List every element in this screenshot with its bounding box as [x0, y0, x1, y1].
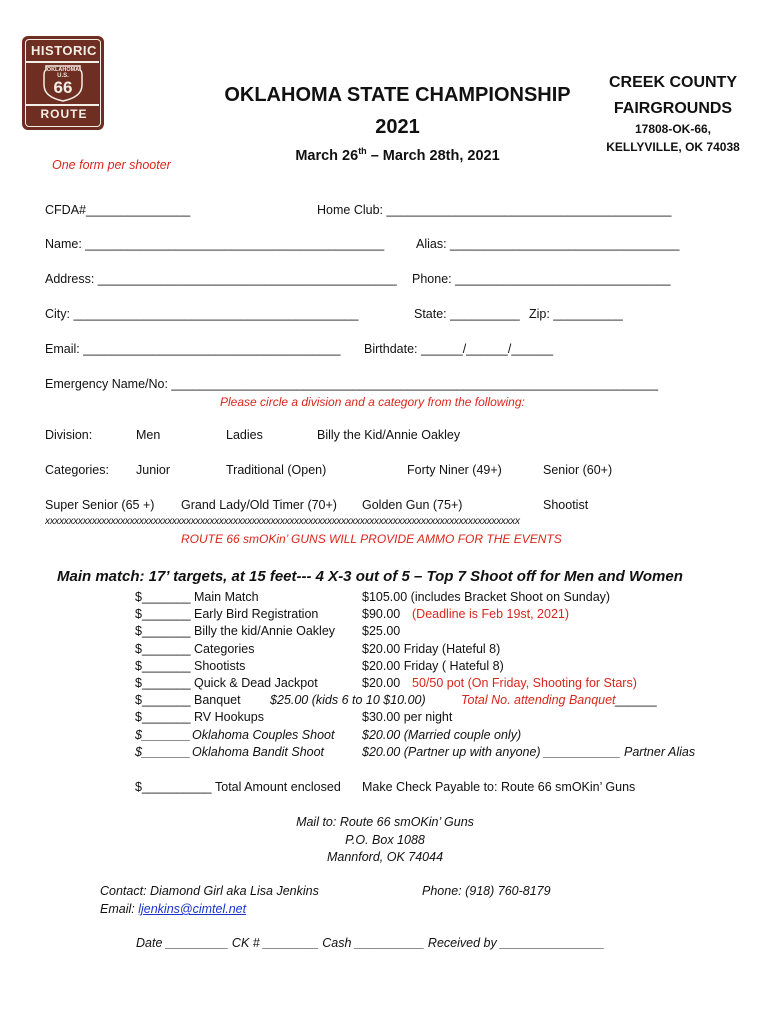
- event-dates: March 26th – March 28th, 2021: [295, 146, 500, 164]
- logo-us: U.S.: [57, 73, 69, 79]
- zip-field[interactable]: Zip: __________: [529, 307, 623, 321]
- contact-email-row: Email: ljenkins@cimtel.net: [100, 902, 247, 916]
- fee-blank[interactable]: $_______: [135, 745, 191, 759]
- venue-address-1: 17808-OK-66,: [634, 122, 712, 136]
- fee-price: $105.00 (includes Bracket Shoot on Sunday): [362, 590, 611, 604]
- fee-label: Shootists: [194, 659, 246, 673]
- category-senior[interactable]: Senior (60+): [543, 463, 613, 477]
- fee-blank[interactable]: $_______: [135, 676, 191, 690]
- fee-label: Quick & Dead Jackpot: [194, 676, 318, 690]
- fee-blank[interactable]: $_______: [135, 590, 191, 604]
- venue-name-2: FAIRGROUNDS: [613, 100, 733, 117]
- mail-line-1: Mail to: Route 66 smOKin’ Guns: [296, 815, 474, 829]
- categories-label: Categories:: [45, 463, 109, 477]
- category-shootist[interactable]: Shootist: [543, 498, 589, 512]
- category-grand-lady[interactable]: Grand Lady/Old Timer (70+): [181, 498, 337, 512]
- logo-top-text: HISTORIC: [31, 43, 97, 58]
- total-amount-field[interactable]: $__________: [135, 780, 212, 794]
- banquet-note: Total No. attending Banquet: [461, 693, 616, 707]
- fee-blank[interactable]: $_______: [135, 728, 191, 742]
- fee-label: Billy the kid/Annie Oakley: [194, 624, 336, 638]
- payable-note: Make Check Payable to: Route 66 smOKin’ Guns: [362, 780, 636, 794]
- home-club-field[interactable]: Home Club: _________________________________________: [317, 203, 672, 217]
- logo-bottom-text: ROUTE: [40, 107, 88, 121]
- route-shield-icon: [42, 63, 84, 103]
- category-super-senior[interactable]: Super Senior (65 +): [45, 498, 155, 512]
- ammo-note: ROUTE 66 smOKin’ GUNS WILL PROVIDE AMMO FOR THE EVENTS: [181, 532, 562, 546]
- page-year: 2021: [375, 116, 420, 138]
- route-66-logo: [22, 36, 104, 130]
- rv-price: $30.00 per night: [362, 710, 453, 724]
- venue-name-1: CREEK COUNTY: [608, 74, 737, 91]
- rv-label: RV Hookups: [194, 710, 264, 724]
- banquet-price: $25.00 (kids 6 to 10 $10.00): [270, 693, 426, 707]
- name-field[interactable]: Name: ___________________________________________: [45, 237, 385, 251]
- fee-label: Categories: [194, 642, 255, 656]
- bandit-label: Oklahoma Bandit Shoot: [192, 745, 325, 759]
- fee-note: 50/50 pot (On Friday, Shooting for Stars): [412, 676, 637, 690]
- main-match-heading: Main match: 17’ targets, at 15 feet--- 4 X-3 out of 5 – Top 7 Shoot off for Men and Women: [57, 568, 683, 585]
- fee-price: $25.00: [362, 624, 401, 638]
- division-ladies[interactable]: Ladies: [226, 428, 263, 442]
- contact-email-link[interactable]: ljenkins@cimtel.net: [138, 902, 247, 916]
- phone-field[interactable]: Phone: _______________________________: [412, 272, 671, 286]
- venue-address-2: KELLYVILLE, OK 74038: [606, 140, 740, 154]
- logo-number: 66: [53, 78, 73, 97]
- banquet-label: Banquet: [194, 693, 241, 707]
- mail-line-3: Mannford, OK 74044: [326, 850, 444, 864]
- fee-price: $20.00 Friday (Hateful 8): [362, 642, 501, 656]
- category-forty-niner[interactable]: Forty Niner (49+): [407, 463, 502, 477]
- page-title: OKLAHOMA STATE CHAMPIONSHIP: [224, 84, 571, 106]
- fee-price: $90.00: [362, 607, 401, 621]
- division-men[interactable]: Men: [136, 428, 161, 442]
- banquet-count-field[interactable]: ______: [615, 693, 657, 707]
- category-traditional[interactable]: Traditional (Open): [226, 463, 327, 477]
- bandit-price: $20.00 (Partner up with anyone) ___________ Partner Alias: [362, 745, 696, 759]
- birthdate-field[interactable]: Birthdate: ______/______/______: [364, 342, 554, 356]
- contact-phone: Phone: (918) 760-8179: [422, 884, 551, 898]
- cfda-field[interactable]: CFDA#_______________: [45, 203, 191, 217]
- logo-state: OKLAHOMA: [46, 67, 80, 73]
- logo-divider: [26, 104, 99, 106]
- division-label: Division:: [45, 428, 93, 442]
- office-use-line[interactable]: Date _________ CK # ________ Cash __________ Received by _______________: [136, 936, 605, 950]
- total-label: Total Amount enclosed: [215, 780, 341, 794]
- division-billy-annie[interactable]: Billy the Kid/Annie Oakley: [317, 428, 461, 442]
- fee-blank[interactable]: $_______: [135, 607, 191, 621]
- alias-field[interactable]: Alias: _________________________________: [416, 237, 680, 251]
- mail-line-2: P.O. Box 1088: [345, 833, 425, 847]
- fee-blank[interactable]: $_______: [135, 710, 191, 724]
- category-golden-gun[interactable]: Golden Gun (75+): [362, 498, 463, 512]
- fee-blank[interactable]: $_______: [135, 642, 191, 656]
- fee-blank[interactable]: $_______: [135, 693, 191, 707]
- fee-label: Early Bird Registration: [194, 607, 319, 621]
- category-junior[interactable]: Junior: [136, 463, 171, 477]
- one-form-note: One form per shooter: [52, 158, 171, 172]
- fee-blank[interactable]: $_______: [135, 659, 191, 673]
- fee-blank[interactable]: $_______: [135, 624, 191, 638]
- couples-label: Oklahoma Couples Shoot: [192, 728, 335, 742]
- fee-label: Main Match: [194, 590, 259, 604]
- fee-price: $20.00: [362, 676, 401, 690]
- state-field[interactable]: State: __________: [414, 307, 520, 321]
- emergency-field[interactable]: Emergency Name/No: ______________________________________________________________________: [45, 377, 659, 391]
- contact-name: Contact: Diamond Girl aka Lisa Jenkins: [100, 884, 319, 898]
- separator-line: xxxxxxxxxxxxxxxxxxxxxxxxxxxxxxxxxxxxxxxxxxxxxxxxxxxxxxxxxxxxxxxxxxxxxxxxxxxxxxxxxxxxxxxxxxxxxxxxxxxxx: [45, 516, 520, 527]
- address-field[interactable]: Address: ___________________________________________: [45, 272, 397, 286]
- fee-note: (Deadline is Feb 19st, 2021): [412, 607, 570, 621]
- city-field[interactable]: City: _________________________________________: [45, 307, 359, 321]
- couples-price: $20.00 (Married couple only): [362, 728, 522, 742]
- division-instruction: Please circle a division and a category from the following:: [220, 395, 525, 409]
- email-field[interactable]: Email: _____________________________________: [45, 342, 341, 356]
- fee-price: $20.00 Friday ( Hateful 8): [362, 659, 504, 673]
